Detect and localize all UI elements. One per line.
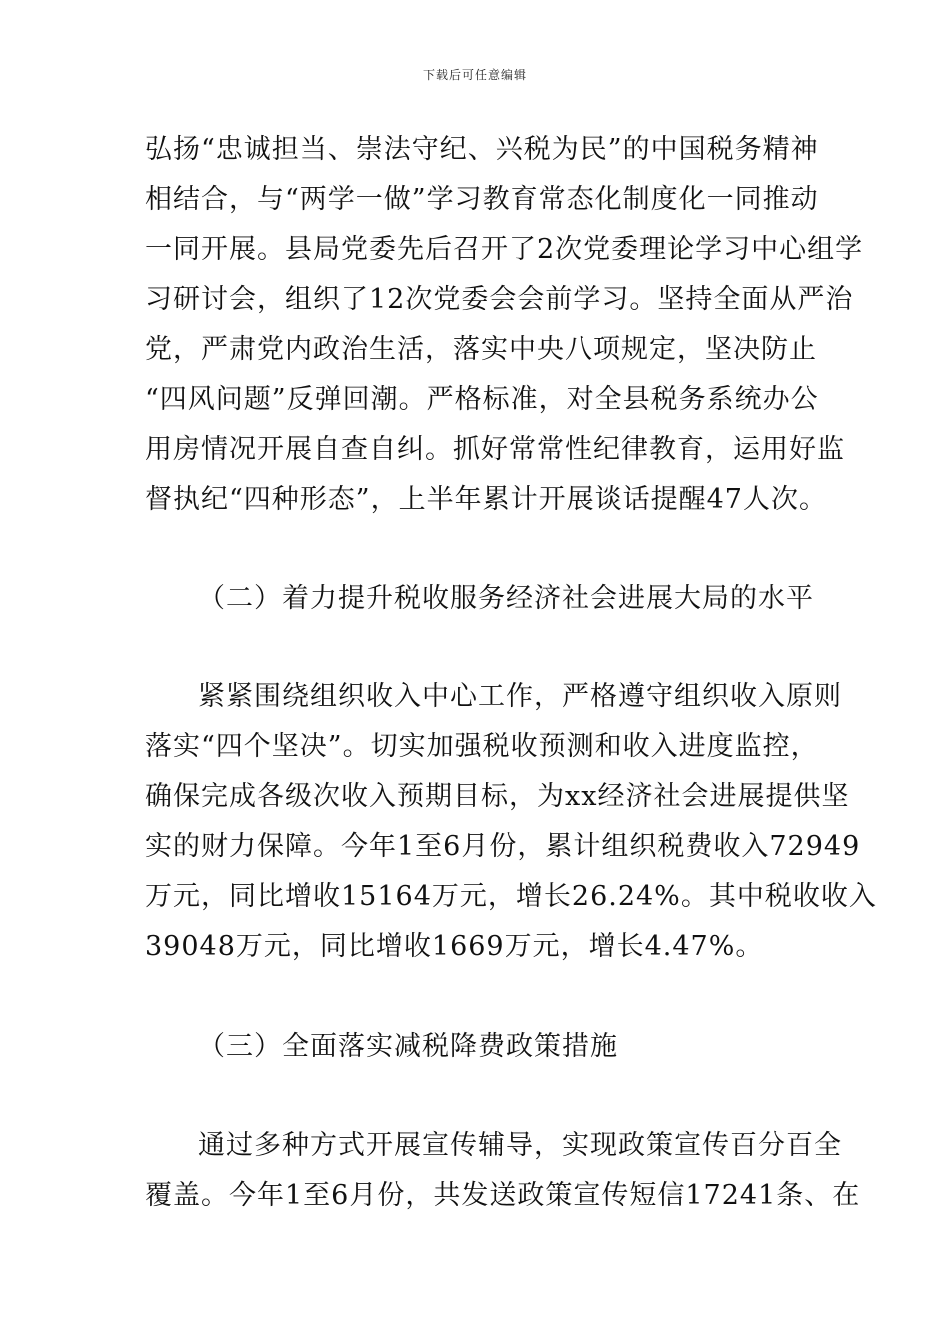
paragraph-line: “四风问题”反弹回潮。严格标准，对全县税务系统办公 <box>145 384 819 415</box>
paragraph-line: 实的财力保障。今年1至6月份，累计组织税费收入72949 <box>145 831 861 862</box>
paragraph-line: 确保完成各级次收入预期目标，为xx经济社会进展提供坚 <box>145 781 850 812</box>
paragraph-line: 万元，同比增收15164万元，增长26.24%。其中税收收入 <box>145 881 877 912</box>
paragraph-line: 落实“四个坚决”。切实加强税收预测和收入进度监控， <box>145 731 819 762</box>
paragraph-line: 覆盖。今年1至6月份，共发送政策宣传短信17241条、在 <box>145 1180 861 1211</box>
paragraph-line: 39048万元，同比增收1669万元，增长4.47%。 <box>145 931 764 962</box>
paragraph-line: 相结合，与“两学一做”学习教育常态化制度化一同推动 <box>145 184 819 215</box>
section-heading-2: （二）着力提升税收服务经济社会进展大局的水平 <box>198 583 814 614</box>
paragraph-line: 通过多种方式开展宣传辅导，实现政策宣传百分百全 <box>198 1130 842 1161</box>
page-header: 下载后可任意编辑 <box>422 68 527 82</box>
paragraph-line: 弘扬“忠诚担当、崇法守纪、兴税为民”的中国税务精神 <box>145 134 819 165</box>
paragraph-line: 督执纪“四种形态”，上半年累计开展谈话提醒47人次。 <box>145 484 827 515</box>
paragraph-line: 一同开展。县局党委先后召开了2次党委理论学习中心组学 <box>145 234 864 265</box>
paragraph-line: 习研讨会，组织了12次党委会会前学习。坚持全面从严治 <box>145 284 854 315</box>
paragraph-line: 紧紧围绕组织收入中心工作，严格遵守组织收入原则 <box>198 681 842 712</box>
paragraph-line: 党，严肃党内政治生活，落实中央八项规定，坚决防止 <box>145 334 817 365</box>
section-heading-3: （三）全面落实减税降费政策措施 <box>198 1031 618 1062</box>
paragraph-line: 用房情况开展自查自纠。抓好常常性纪律教育，运用好监 <box>145 434 845 465</box>
